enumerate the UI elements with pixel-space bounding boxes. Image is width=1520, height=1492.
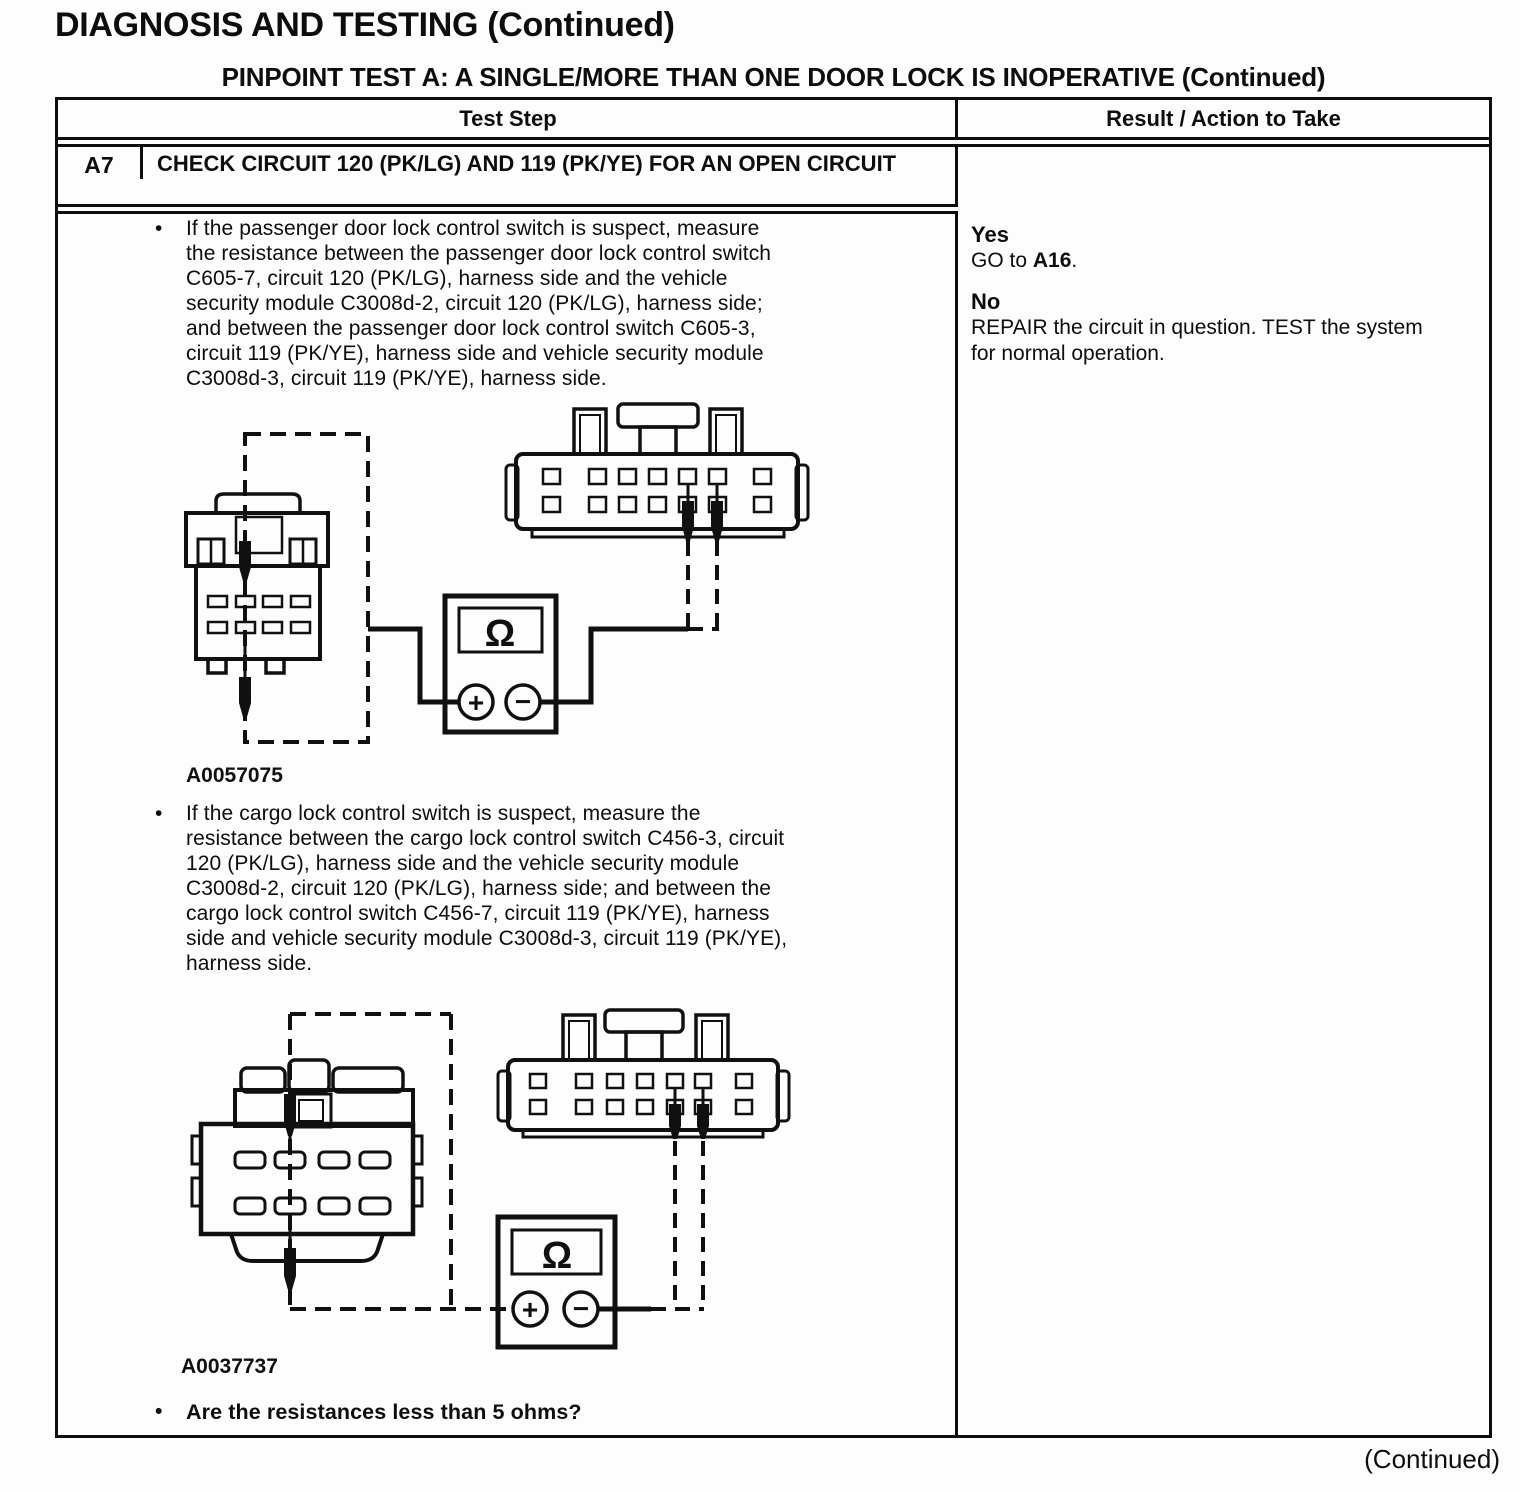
ohmmeter xyxy=(445,596,556,732)
instruction-line: C605-7, circuit 120 (PK/LG), harness side and the vehicle xyxy=(186,267,728,290)
figure-cargo-lock-test-diagram xyxy=(173,1002,833,1382)
pinpoint-test-title: PINPOINT TEST A: A SINGLE/MORE THAN ONE DOOR LOCK IS INOPERATIVE (Continued) xyxy=(221,62,1326,92)
header-divider xyxy=(58,137,1489,147)
page-title: DIAGNOSIS AND TESTING (Continued) xyxy=(55,6,675,44)
pinpoint-test-table xyxy=(55,97,1492,1438)
figure-label: A0057075 xyxy=(186,764,283,787)
test-probe-icon xyxy=(682,484,723,541)
bullet-icon: • xyxy=(155,1400,163,1423)
switch-connector-pins xyxy=(208,596,310,633)
instruction-line: and between the passenger door lock control switch C605-3, xyxy=(186,317,756,340)
instruction-line: resistance between the cargo lock control switch C456-3, circuit xyxy=(186,827,785,850)
instruction-line: harness side. xyxy=(186,952,313,975)
instruction-line: If the cargo lock control switch is suspect, measure the xyxy=(186,802,701,825)
step-title: CHECK CIRCUIT 120 (PK/LG) AND 119 (PK/YE) FOR AN OPEN CIRCUIT xyxy=(157,151,897,176)
yes-action-step-ref: A16 xyxy=(1032,249,1072,272)
step-divider xyxy=(58,204,958,214)
instruction-line: 120 (PK/LG), harness side and the vehicle security module xyxy=(186,852,740,875)
instruction-line: circuit 119 (PK/YE), harness side and vehicle security module xyxy=(186,342,764,365)
test-step-cell xyxy=(58,214,958,1425)
instruction-line: cargo lock control switch C456-7, circuit 119 (PK/YE), harness xyxy=(186,902,770,925)
instruction-bullet-passenger-door xyxy=(58,216,958,391)
column-header-result: Result / Action to Take xyxy=(1106,105,1341,131)
plus-terminal-icon: + xyxy=(467,687,485,718)
security-module-connector xyxy=(506,404,808,541)
test-probe-icon xyxy=(239,541,251,717)
result-action-cell xyxy=(958,214,1489,381)
continued-note: (Continued) xyxy=(1364,1444,1500,1474)
instruction-bullet-cargo-lock xyxy=(58,801,958,976)
instruction-text xyxy=(186,216,771,391)
question-text: Are the resistances less than 5 ohms? xyxy=(186,1400,582,1424)
table-header-row xyxy=(58,100,1489,137)
instruction-line: If the passenger door lock control switch is suspect, measure xyxy=(186,217,760,240)
minus-terminal-icon: − xyxy=(572,1293,590,1324)
ohmmeter xyxy=(498,1217,615,1347)
plus-terminal-icon: + xyxy=(521,1294,539,1325)
harness-dashed-outline xyxy=(245,434,368,742)
cargo-lock-switch-connector xyxy=(192,1060,422,1290)
door-lock-switch-connector xyxy=(186,494,328,717)
bullet-icon: • xyxy=(155,217,163,240)
instruction-line: C3008d-2, circuit 120 (PK/LG), harness side; and between the xyxy=(186,877,771,900)
bullet-icon: • xyxy=(155,802,163,825)
instruction-line: side and vehicle security module C3008d-3, circuit 119 (PK/YE), xyxy=(186,927,788,950)
result-no-label: No xyxy=(971,289,1001,314)
yes-action-period: . xyxy=(1071,249,1078,272)
result-no-action: REPAIR the circuit in question. TEST the system for normal operation. xyxy=(971,316,1423,365)
ohm-symbol: Ω xyxy=(484,613,516,655)
instruction-line: the resistance between the passenger door lock control switch xyxy=(186,242,772,265)
security-module-connector xyxy=(498,1010,789,1139)
instruction-text xyxy=(186,801,787,976)
instruction-line: security module C3008d-2, circuit 120 (PK/LG), harness side; xyxy=(186,292,763,315)
question-bullet xyxy=(58,1399,958,1425)
switch-connector-pins xyxy=(235,1152,390,1214)
result-yes xyxy=(971,221,1473,274)
minus-terminal-icon: − xyxy=(514,686,532,717)
ohm-symbol: Ω xyxy=(541,1235,573,1277)
result-no xyxy=(971,288,1473,367)
module-connector-pins xyxy=(530,1074,752,1114)
result-yes-action xyxy=(971,248,1473,274)
figure-label: A0037737 xyxy=(181,1355,278,1378)
step-header-row xyxy=(58,147,958,179)
instruction-line: C3008d-3, circuit 119 (PK/YE), harness side. xyxy=(186,367,607,390)
module-connector-pins xyxy=(543,469,771,512)
column-header-test-step: Test Step xyxy=(459,105,557,131)
figure-passenger-door-lock-test-diagram xyxy=(178,401,838,791)
yes-action-text: GO to xyxy=(971,249,1033,272)
step-id: A7 xyxy=(58,147,143,179)
result-yes-label: Yes xyxy=(971,222,1009,247)
